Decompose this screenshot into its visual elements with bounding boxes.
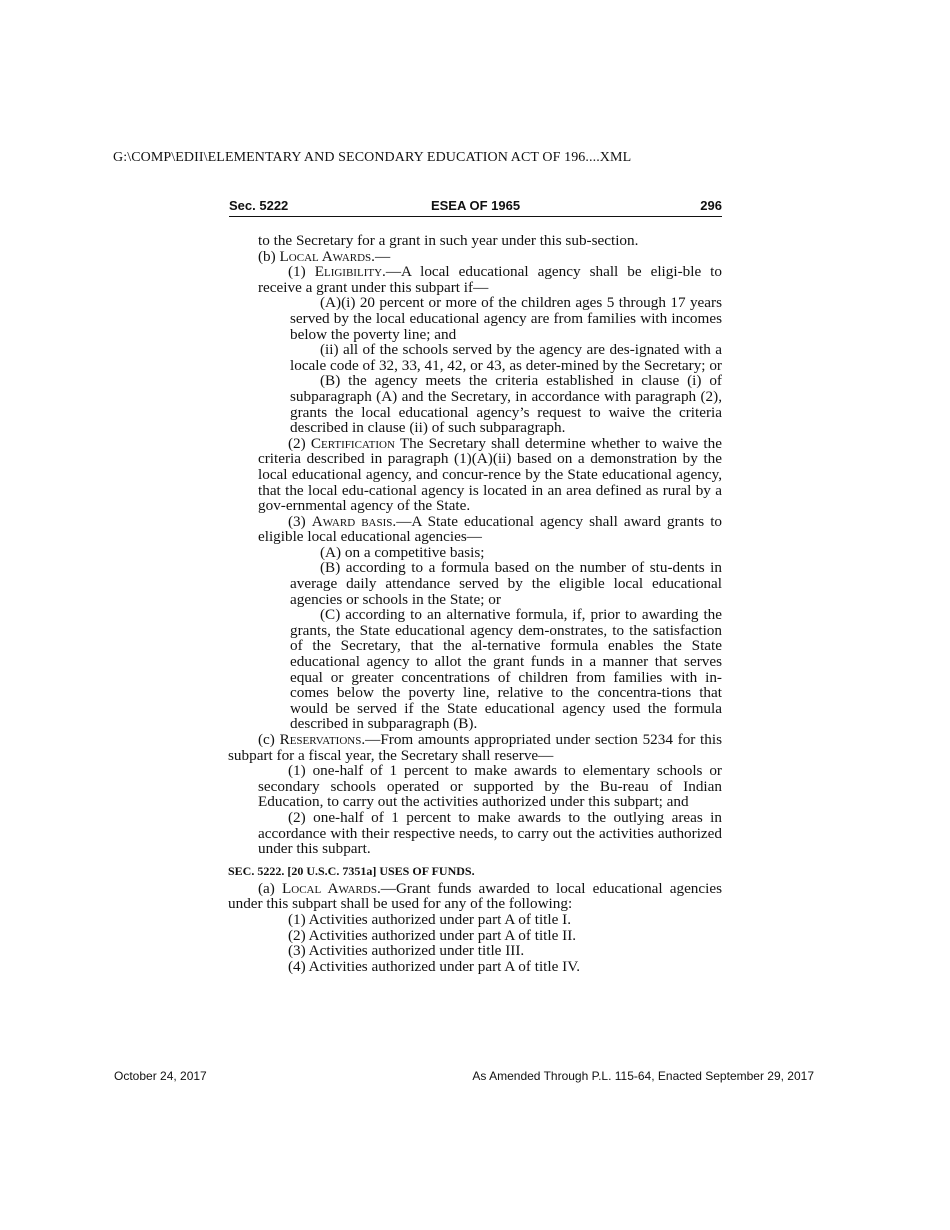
subparagraph-b3B: (B) according to a formula based on the number of stu-dents in average daily attendance served by the eligible local educational agencies or schools in the State; or	[290, 559, 722, 608]
footer-date: October 24, 2017	[114, 1069, 207, 1083]
heading: Eligibility	[314, 263, 383, 281]
heading: Certification	[310, 434, 395, 452]
paragraph-a2: (2) Activities authorized under part A of title II.	[288, 926, 577, 944]
heading: Award basis	[311, 512, 393, 530]
text: .—Grant funds awarded to local educational agencies under this subpart shall be used for any of the following:	[228, 879, 723, 913]
text: .—A local educational agency shall be eligi-ble to receive a grant under this subpart if—	[258, 263, 722, 296]
continuation-paragraph: to the Secretary for a grant in such year under this sub-section.	[258, 232, 639, 249]
heading: Local Awards	[281, 879, 377, 897]
heading: Local Awards	[279, 247, 372, 265]
paragraph-b1	[228, 264, 722, 295]
paragraph-b2	[228, 436, 722, 514]
subparagraph-b3A: (A) on a competitive basis;	[320, 543, 485, 561]
paragraph-a3: (3) Activities authorized under title III.	[288, 942, 525, 960]
label: (1)	[288, 263, 315, 281]
running-head-title: ESEA OF 1965	[430, 198, 521, 213]
label: (2)	[288, 434, 311, 452]
page-number: 296	[700, 198, 722, 213]
paragraph-a1: (1) Activities authorized under part A of title I.	[288, 910, 571, 928]
dash: .—	[371, 247, 391, 265]
label: (c)	[258, 731, 280, 748]
clause-b1A-ii: (ii) all of the schools served by the agency are des-ignated with a locale code of 32, 33, 41, 42, or 43, as deter-mined by the Secretary; or	[290, 341, 722, 374]
clause-b1A-i: (A)(i) 20 percent or more of the children ages 5 through 17 years served by the local educational agency are from families with incomes below the poverty line; and	[290, 294, 722, 343]
heading: Reservations	[279, 731, 362, 748]
subsection-c	[228, 732, 722, 763]
paragraph-b3	[228, 514, 722, 545]
text: .—From amounts appropriated under section 5234 for this subpart for a fiscal year, the Secretary shall reserve—	[228, 731, 722, 764]
text: .—A State educational agency shall award grants to eligible local educational agencies—	[258, 512, 723, 546]
label: (3)	[288, 512, 312, 530]
label: (b)	[258, 247, 280, 265]
footer-amended: As Amended Through P.L. 115-64, Enacted September 29, 2017	[472, 1069, 814, 1083]
paragraph-a4: (4) Activities authorized under part A of title IV.	[288, 957, 581, 975]
running-head	[229, 198, 722, 217]
running-head-section: Sec. 5222	[229, 198, 289, 213]
paragraph-c2: (2) one-half of 1 percent to make awards to the outlying areas in accordance with their respective needs, to carry out the activities authorized under this subpart.	[258, 808, 722, 858]
subparagraph-b1B: (B) the agency meets the criteria established in clause (i) of subparagraph (A) and the Secretary, in accordance with paragraph (2), grants the local educational agency’s request to waive the criteria described in clause (ii) of such subparagraph.	[290, 372, 722, 437]
paragraph-c1: (1) one-half of 1 percent to make awards to elementary schools or secondary schools operated or supported by the Bu-reau of Indian Education, to carry out the activities authorized under this subpart; and	[258, 762, 722, 811]
section-heading: SEC. 5222. [20 U.S.C. 7351a] USES OF FUNDS.	[228, 863, 475, 878]
subparagraph-b3C: (C) according to an alternative formula, if, prior to awarding the grants, the State educational agency dem-onstrates, to the satisfaction of the Secretary, that the al-ternative formula enables the State educational agency to allot the grant funds in a manner that serves equal or greater concentrations of children from families with in-comes below the poverty line, relative to the concentra-tions that would be served if the State educational agency used the formula described in subparagraph (B).	[290, 606, 722, 733]
document-body	[228, 233, 722, 974]
subsection-a	[228, 881, 722, 912]
text: The Secretary shall determine whether to waive the criteria described in paragraph (1)(A)(ii) based on a demonstration by the local educational agency, and concur-rence by the State educational agency, that the local edu-cational agency is located in an area defined as rural by a gov-ernmental agency of the State.	[258, 434, 722, 515]
file-path: G:\COMP\EDII\ELEMENTARY AND SECONDARY EDUCATION ACT OF 196....XML	[113, 150, 632, 165]
label: (a)	[258, 879, 282, 897]
subsection-b-heading	[228, 249, 722, 265]
